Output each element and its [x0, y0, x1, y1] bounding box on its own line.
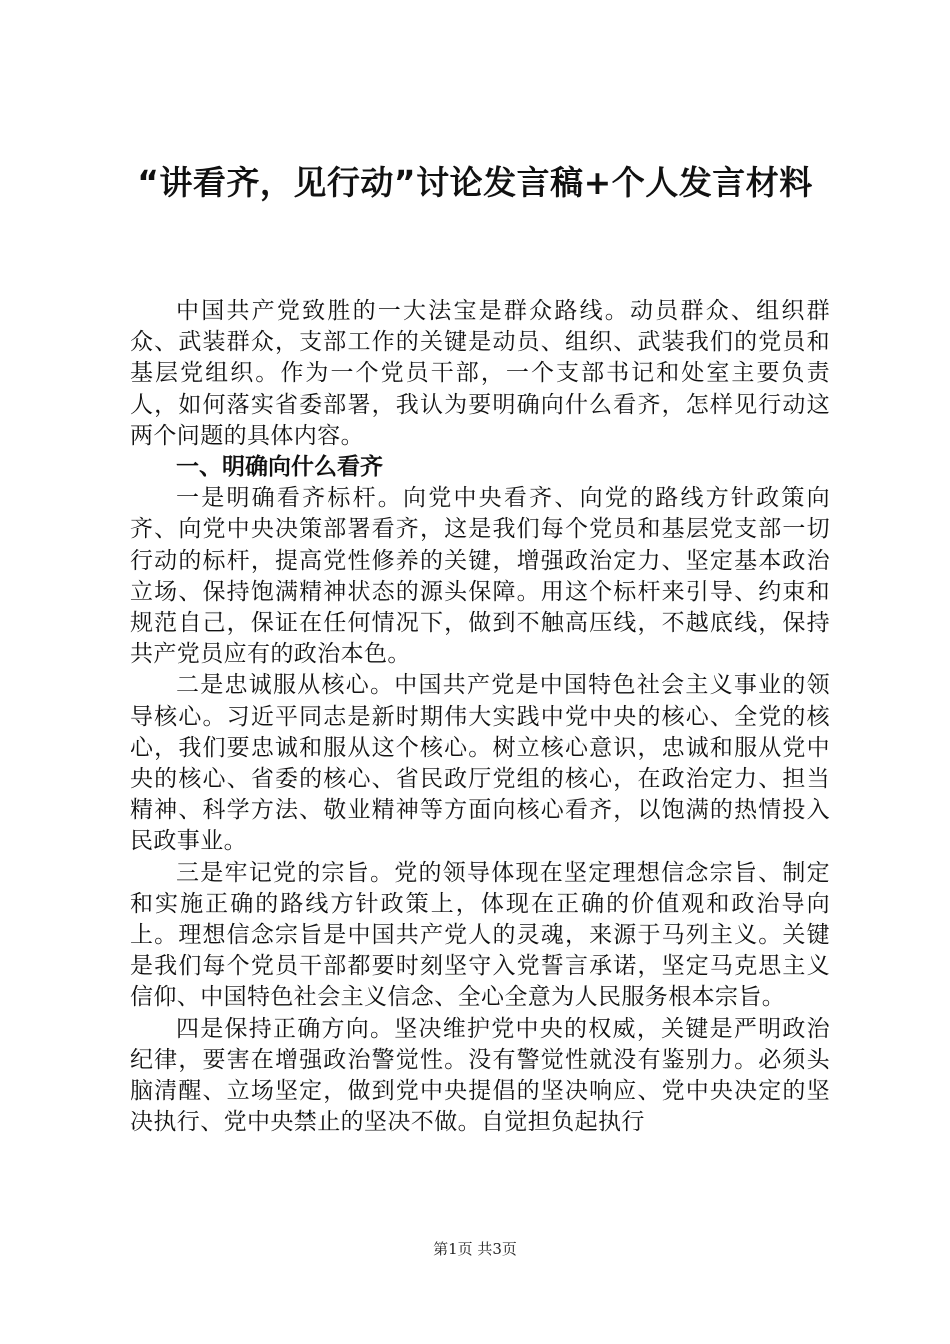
paragraph-2: 二是忠诚服从核心。中国共产党是中国特色社会主义事业的领导核心。习近平同志是新时期伟大实践中党中央的核心、全党的核心，我们要忠诚和服从这个核心。树立核心意识，忠诚和服从党中央的核心、省委的核心、省民政厅党组的核心，在政治定力、担当精神、科学方法、敬业精神等方面向核心看齐，以饱满的热情投入民政事业。	[130, 672, 830, 855]
intro-paragraph: 中国共产党致胜的一大法宝是群众路线。动员群众、组织群众、武装群众，支部工作的关键是动员、组织、武装我们的党员和基层党组织。作为一个党员干部，一个支部书记和处室主要负责人，如何落实省委部署，我认为要明确向什么看齐，怎样见行动这两个问题的具体内容。	[130, 298, 830, 449]
paragraph-4: 四是保持正确方向。坚决维护党中央的权威，关键是严明政治纪律，要害在增强政治警觉性。没有警觉性就没有鉴别力。必须头脑清醒、立场坚定，做到党中央提倡的坚决响应、党中央决定的坚决执行、党中央禁止的坚决不做。自觉担负起执行	[130, 1015, 830, 1136]
paragraph-3: 三是牢记党的宗旨。党的领导体现在坚定理想信念宗旨、制定和实施正确的路线方针政策上，体现在正确的价值观和政治导向上。理想信念宗旨是中国共产党人的灵魂，来源于马列主义。关键是我们每个党员干部都要时刻坚守入党誓言承诺，坚定马克思主义信仰、中国特色社会主义信念、全心全意为人民服务根本宗旨。	[130, 859, 830, 1011]
document-title: “讲看齐，见行动”讨论发言稿+个人发言材料	[137, 163, 813, 202]
document-body	[130, 296, 830, 1138]
page-footer: 第1页 共3页	[433, 1240, 517, 1258]
paragraph-1: 一是明确看齐标杆。向党中央看齐、向党的路线方针政策向齐、向党中央决策部署看齐，这是我们每个党员和基层党支部一切行动的标杆，提高党性修养的关键，增强政治定力、坚定基本政治立场、保持饱满精神状态的源头保障。用这个标杆来引导、约束和规范自己，保证在任何情况下，做到不触高压线，不越底线，保持共产党员应有的政治本色。	[130, 485, 830, 668]
section-heading: 一、明确向什么看齐	[176, 454, 383, 481]
